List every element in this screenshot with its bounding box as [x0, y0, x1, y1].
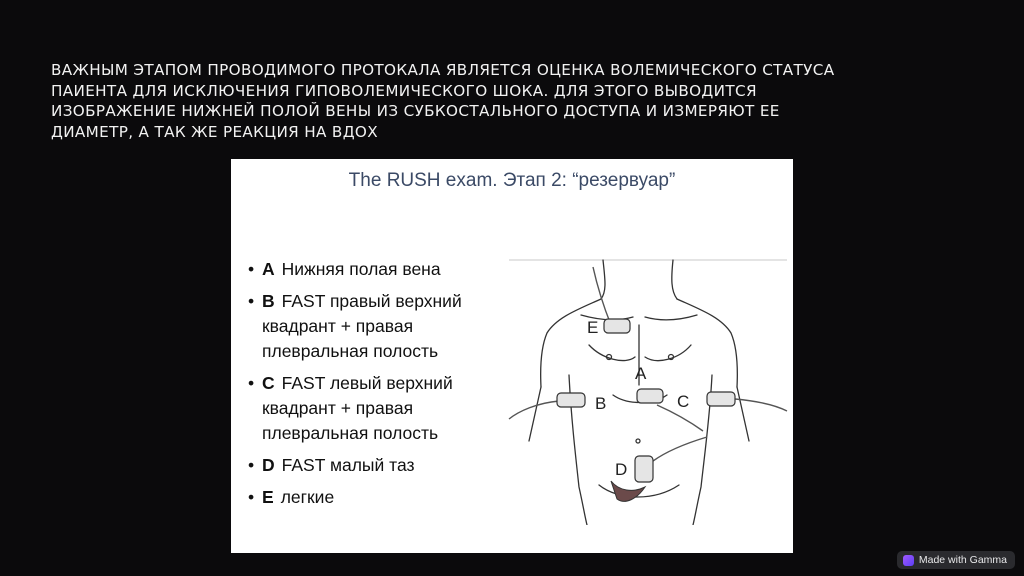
- bullet-dot: •: [248, 487, 255, 507]
- heading-line: ПАИЕНТА ДЛЯ ИСКЛЮЧЕНИЯ ГИПОВОЛЕМИЧЕСКОГО ШОКА. ДЛЯ ЭТОГО ВЫВОДИТСЯ: [51, 81, 757, 100]
- step-text: FAST правый верхний: [281, 291, 462, 311]
- step-letter: A: [262, 259, 275, 279]
- step-text: плевральная полость: [262, 341, 439, 361]
- list-item: [248, 289, 462, 364]
- step-letter: B: [262, 291, 275, 311]
- step-letter: E: [262, 487, 274, 507]
- probe-b: [557, 393, 585, 407]
- heading-line: ВАЖНЫМ ЭТАПОМ ПРОВОДИМОГО ПРОТОКАЛА ЯВЛЯЕТСЯ ОЦЕНКА ВОЛЕМИЧЕСКОГО СТАТУСА: [51, 61, 835, 79]
- step-text: FAST малый таз: [281, 455, 415, 475]
- probe-c: [707, 392, 735, 406]
- step-text: легкие: [280, 487, 335, 507]
- made-with-gamma-badge[interactable]: [897, 551, 1015, 569]
- label-a: A: [635, 364, 647, 383]
- list-item: [248, 453, 462, 478]
- image-title: The RUSH exam. Этап 2: “резервуар”: [348, 170, 676, 191]
- exam-steps-list: [248, 257, 462, 517]
- step-text: квадрант + правая: [262, 316, 414, 336]
- step-letter: C: [262, 373, 275, 393]
- badge-label: Made with Gamma: [918, 554, 1007, 566]
- label-b: B: [595, 394, 607, 413]
- step-text: плевральная полость: [262, 423, 439, 443]
- slide-heading: [51, 60, 971, 142]
- heading-line: ДИАМЕТР, А ТАК ЖЕ РЕАКЦИЯ НА ВДОХ: [51, 122, 378, 141]
- bladder-shape: [611, 481, 645, 501]
- label-c: C: [677, 392, 690, 411]
- list-item: [248, 371, 462, 446]
- label-e: E: [587, 318, 599, 337]
- heading-line: ИЗОБРАЖЕНИЕ НИЖНЕЙ ПОЛОЙ ВЕНЫ ИЗ СУБКОСТАЛЬНОГО ДОСТУПА И ИЗМЕРЯЮТ ЕЕ: [51, 102, 780, 120]
- step-text: квадрант + правая: [262, 398, 414, 418]
- bullet-dot: •: [248, 259, 255, 279]
- bullet-dot: •: [248, 455, 255, 475]
- probe-e: [604, 319, 630, 333]
- list-item: [248, 257, 462, 282]
- label-d: D: [615, 460, 628, 479]
- bullet-dot: •: [248, 291, 255, 311]
- step-text: Нижняя полая вена: [281, 259, 441, 279]
- list-item: [248, 485, 462, 510]
- gamma-logo-icon: [903, 555, 914, 566]
- ultrasound-probes: [557, 319, 735, 482]
- probe-cables: [509, 267, 787, 461]
- probe-a: [637, 389, 663, 403]
- rush-exam-image: [231, 159, 793, 553]
- probe-d: [635, 456, 653, 482]
- step-text: FAST левый верхний: [281, 373, 453, 393]
- step-letter: D: [262, 455, 275, 475]
- bullet-dot: •: [248, 373, 255, 393]
- torso-illustration: [507, 255, 789, 525]
